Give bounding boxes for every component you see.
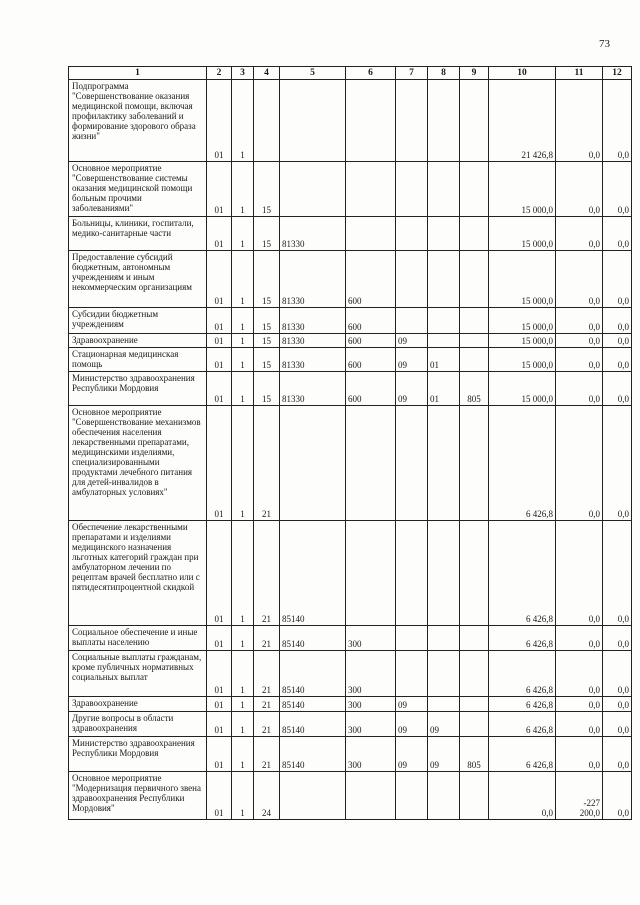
row-name: Подпрограмма "Совершенствование оказания медицинской помощи, включая профилактику заболеваний и формирование здорового образа жизни" bbox=[69, 80, 207, 162]
cell-col5: 81330 bbox=[280, 334, 346, 348]
cell-col5: 85140 bbox=[280, 521, 346, 626]
cell-col6: 600 bbox=[346, 308, 396, 334]
table-row bbox=[69, 372, 632, 406]
cell-col12: 0,0 bbox=[603, 651, 632, 697]
cell-col2: 01 bbox=[207, 626, 232, 651]
cell-col2: 01 bbox=[207, 334, 232, 348]
cell-col11: 0,0 bbox=[556, 521, 603, 626]
table-row bbox=[69, 348, 632, 372]
cell-col11: 0,0 bbox=[556, 162, 603, 217]
cell-col5: 85140 bbox=[280, 626, 346, 651]
cell-col9 bbox=[460, 626, 489, 651]
cell-col12: 0,0 bbox=[603, 308, 632, 334]
cell-col3: 1 bbox=[232, 348, 254, 372]
cell-col6: 300 bbox=[346, 737, 396, 772]
cell-col7 bbox=[396, 80, 428, 162]
cell-col7: 09 bbox=[396, 712, 428, 737]
cell-col7 bbox=[396, 217, 428, 251]
cell-col10: 6 426,8 bbox=[489, 626, 556, 651]
cell-col6: 600 bbox=[346, 334, 396, 348]
cell-col11: 0,0 bbox=[556, 334, 603, 348]
table-row bbox=[69, 308, 632, 334]
cell-col8: 01 bbox=[428, 348, 460, 372]
col-header-11: 11 bbox=[556, 67, 603, 80]
cell-col10: 6 426,8 bbox=[489, 521, 556, 626]
cell-col6: 600 bbox=[346, 372, 396, 406]
table-row bbox=[69, 737, 632, 772]
cell-col7: 09 bbox=[396, 372, 428, 406]
cell-col9 bbox=[460, 697, 489, 712]
table-row bbox=[69, 772, 632, 820]
cell-col11: 0,0 bbox=[556, 308, 603, 334]
col-header-4: 4 bbox=[254, 67, 280, 80]
cell-col3: 1 bbox=[232, 626, 254, 651]
row-name: Другие вопросы в области здравоохранения bbox=[69, 712, 207, 737]
cell-col10: 15 000,0 bbox=[489, 162, 556, 217]
cell-col3: 1 bbox=[232, 772, 254, 820]
cell-col9 bbox=[460, 521, 489, 626]
cell-col8 bbox=[428, 308, 460, 334]
cell-col5 bbox=[280, 80, 346, 162]
cell-col4: 15 bbox=[254, 372, 280, 406]
cell-col8 bbox=[428, 772, 460, 820]
cell-col10: 6 426,8 bbox=[489, 697, 556, 712]
col-header-1: 1 bbox=[69, 67, 207, 80]
cell-col5: 81330 bbox=[280, 372, 346, 406]
cell-col10: 6 426,8 bbox=[489, 712, 556, 737]
cell-col12: 0,0 bbox=[603, 737, 632, 772]
cell-col3: 1 bbox=[232, 521, 254, 626]
row-name: Субсидии бюджетным учреждениям bbox=[69, 308, 207, 334]
cell-col7 bbox=[396, 162, 428, 217]
cell-col10: 15 000,0 bbox=[489, 308, 556, 334]
cell-col9 bbox=[460, 217, 489, 251]
table-row bbox=[69, 80, 632, 162]
cell-col6: 300 bbox=[346, 651, 396, 697]
cell-col2: 01 bbox=[207, 308, 232, 334]
cell-col12: 0,0 bbox=[603, 348, 632, 372]
cell-col3: 1 bbox=[232, 372, 254, 406]
row-name: Основное мероприятие "Совершенствование системы оказания медицинской помощи больным прочими заболеваниями" bbox=[69, 162, 207, 217]
cell-col8 bbox=[428, 334, 460, 348]
cell-col7: 09 bbox=[396, 737, 428, 772]
cell-col7 bbox=[396, 651, 428, 697]
table-row bbox=[69, 712, 632, 737]
cell-col5 bbox=[280, 406, 346, 521]
cell-col12: 0,0 bbox=[603, 626, 632, 651]
table-row bbox=[69, 521, 632, 626]
cell-col5: 85140 bbox=[280, 737, 346, 772]
cell-col3: 1 bbox=[232, 712, 254, 737]
cell-col8 bbox=[428, 521, 460, 626]
table-row bbox=[69, 162, 632, 217]
cell-col7: 09 bbox=[396, 348, 428, 372]
cell-col4: 15 bbox=[254, 217, 280, 251]
cell-col4 bbox=[254, 80, 280, 162]
cell-col6: 300 bbox=[346, 626, 396, 651]
cell-col11-line2: 200,0 bbox=[579, 808, 600, 818]
cell-col5 bbox=[280, 772, 346, 820]
row-name: Министерство здравоохранения Республики Мордовия bbox=[69, 372, 207, 406]
cell-col7 bbox=[396, 626, 428, 651]
cell-col8: 01 bbox=[428, 372, 460, 406]
cell-col4: 24 bbox=[254, 772, 280, 820]
cell-col3: 1 bbox=[232, 697, 254, 712]
cell-col11: 0,0 bbox=[556, 251, 603, 308]
cell-col2: 01 bbox=[207, 251, 232, 308]
row-name: Больницы, клиники, госпитали, медико-санитарные части bbox=[69, 217, 207, 251]
cell-col8 bbox=[428, 80, 460, 162]
col-header-10: 10 bbox=[489, 67, 556, 80]
cell-col10: 6 426,8 bbox=[489, 406, 556, 521]
cell-col4: 15 bbox=[254, 308, 280, 334]
cell-col3: 1 bbox=[232, 162, 254, 217]
cell-col11-line1: -227 bbox=[583, 798, 600, 808]
cell-col9 bbox=[460, 308, 489, 334]
col-header-6: 6 bbox=[346, 67, 396, 80]
cell-col6: 300 bbox=[346, 697, 396, 712]
cell-col7 bbox=[396, 308, 428, 334]
cell-col8 bbox=[428, 217, 460, 251]
cell-col2: 01 bbox=[207, 712, 232, 737]
cell-col5: 81330 bbox=[280, 348, 346, 372]
table-row bbox=[69, 406, 632, 521]
cell-col12: 0,0 bbox=[603, 772, 632, 820]
cell-col10: 15 000,0 bbox=[489, 348, 556, 372]
cell-col4: 21 bbox=[254, 712, 280, 737]
cell-col6 bbox=[346, 162, 396, 217]
row-name: Стационарная медицинская помощь bbox=[69, 348, 207, 372]
cell-col12: 0,0 bbox=[603, 406, 632, 521]
cell-col9 bbox=[460, 348, 489, 372]
table-row bbox=[69, 334, 632, 348]
cell-col10: 15 000,0 bbox=[489, 217, 556, 251]
cell-col5: 85140 bbox=[280, 651, 346, 697]
row-name: Основное мероприятие "Модернизация первичного звена здравоохранения Республики Мордовия" bbox=[69, 772, 207, 820]
cell-col8 bbox=[428, 651, 460, 697]
cell-col5 bbox=[280, 162, 346, 217]
table-row bbox=[69, 217, 632, 251]
cell-col10: 6 426,8 bbox=[489, 737, 556, 772]
cell-col6 bbox=[346, 80, 396, 162]
cell-col5: 81330 bbox=[280, 251, 346, 308]
cell-col9 bbox=[460, 712, 489, 737]
cell-col2: 01 bbox=[207, 80, 232, 162]
cell-col12: 0,0 bbox=[603, 372, 632, 406]
cell-col5: 85140 bbox=[280, 712, 346, 737]
cell-col4: 15 bbox=[254, 348, 280, 372]
cell-col4: 21 bbox=[254, 697, 280, 712]
cell-col10: 15 000,0 bbox=[489, 372, 556, 406]
cell-col4: 15 bbox=[254, 334, 280, 348]
cell-col9: 805 bbox=[460, 737, 489, 772]
cell-col2: 01 bbox=[207, 348, 232, 372]
cell-col3: 1 bbox=[232, 308, 254, 334]
col-header-12: 12 bbox=[603, 67, 632, 80]
cell-col2: 01 bbox=[207, 737, 232, 772]
cell-col4: 15 bbox=[254, 251, 280, 308]
cell-col12: 0,0 bbox=[603, 217, 632, 251]
cell-col6 bbox=[346, 406, 396, 521]
col-header-9: 9 bbox=[460, 67, 489, 80]
cell-col11: 0,0 bbox=[556, 712, 603, 737]
cell-col3: 1 bbox=[232, 80, 254, 162]
cell-col7 bbox=[396, 406, 428, 521]
cell-col7: 09 bbox=[396, 334, 428, 348]
cell-col8: 09 bbox=[428, 737, 460, 772]
cell-col3: 1 bbox=[232, 251, 254, 308]
cell-col2: 01 bbox=[207, 772, 232, 820]
row-name: Обеспечение лекарственными препаратами и изделиями медицинского назначения льготных категорий граждан при амбулаторном лечении по рецептам врачей бесплатно или с пятидесятипроцентной скидкой bbox=[69, 521, 207, 626]
cell-col9 bbox=[460, 334, 489, 348]
cell-col4: 21 bbox=[254, 737, 280, 772]
row-name: Социальные выплаты гражданам, кроме публичных нормативных социальных выплат bbox=[69, 651, 207, 697]
cell-col8: 09 bbox=[428, 712, 460, 737]
cell-col11: 0,0 bbox=[556, 80, 603, 162]
cell-col8 bbox=[428, 626, 460, 651]
cell-col7 bbox=[396, 521, 428, 626]
cell-col11: 0,0 bbox=[556, 217, 603, 251]
cell-col12: 0,0 bbox=[603, 162, 632, 217]
row-name: Социальное обеспечение и иные выплаты населению bbox=[69, 626, 207, 651]
cell-col3: 1 bbox=[232, 737, 254, 772]
cell-col6: 600 bbox=[346, 251, 396, 308]
table-row bbox=[69, 251, 632, 308]
row-name: Основное мероприятие "Совершенствование механизмов обеспечения населения лекарственными препаратами, медицинскими изделиями, специализированными продуктами лечебного питания для детей-инвалидов в амбулаторных условиях" bbox=[69, 406, 207, 521]
cell-col12: 0,0 bbox=[603, 697, 632, 712]
cell-col12: 0,0 bbox=[603, 80, 632, 162]
cell-col11-stack bbox=[558, 798, 600, 818]
row-name: Здравоохранение bbox=[69, 697, 207, 712]
cell-col4: 21 bbox=[254, 651, 280, 697]
cell-col11 bbox=[556, 772, 603, 820]
cell-col9 bbox=[460, 772, 489, 820]
cell-col8 bbox=[428, 251, 460, 308]
budget-table bbox=[68, 66, 632, 820]
cell-col9 bbox=[460, 406, 489, 521]
cell-col12: 0,0 bbox=[603, 334, 632, 348]
col-header-2: 2 bbox=[207, 67, 232, 80]
cell-col7 bbox=[396, 251, 428, 308]
cell-col9: 805 bbox=[460, 372, 489, 406]
cell-col10: 0,0 bbox=[489, 772, 556, 820]
cell-col2: 01 bbox=[207, 697, 232, 712]
cell-col2: 01 bbox=[207, 372, 232, 406]
cell-col6 bbox=[346, 217, 396, 251]
page-number: 73 bbox=[599, 38, 610, 50]
col-header-8: 8 bbox=[428, 67, 460, 80]
row-name: Предоставление субсидий бюджетным, автономным учреждениям и иным некоммерческим организациям bbox=[69, 251, 207, 308]
cell-col4: 21 bbox=[254, 406, 280, 521]
table-row bbox=[69, 626, 632, 651]
cell-col9 bbox=[460, 651, 489, 697]
cell-col3: 1 bbox=[232, 406, 254, 521]
cell-col4: 21 bbox=[254, 521, 280, 626]
cell-col11: 0,0 bbox=[556, 737, 603, 772]
budget-table-container bbox=[68, 66, 632, 820]
cell-col5: 85140 bbox=[280, 697, 346, 712]
cell-col6: 300 bbox=[346, 712, 396, 737]
header-row bbox=[69, 67, 632, 80]
cell-col11: 0,0 bbox=[556, 626, 603, 651]
cell-col3: 1 bbox=[232, 334, 254, 348]
cell-col11: 0,0 bbox=[556, 697, 603, 712]
cell-col12: 0,0 bbox=[603, 521, 632, 626]
table-row bbox=[69, 651, 632, 697]
cell-col12: 0,0 bbox=[603, 712, 632, 737]
cell-col11: 0,0 bbox=[556, 406, 603, 521]
col-header-3: 3 bbox=[232, 67, 254, 80]
col-header-7: 7 bbox=[396, 67, 428, 80]
row-name: Здравоохранение bbox=[69, 334, 207, 348]
cell-col5: 81330 bbox=[280, 308, 346, 334]
cell-col6 bbox=[346, 772, 396, 820]
cell-col3: 1 bbox=[232, 217, 254, 251]
cell-col5: 81330 bbox=[280, 217, 346, 251]
cell-col9 bbox=[460, 251, 489, 308]
cell-col10: 6 426,8 bbox=[489, 651, 556, 697]
cell-col11: 0,0 bbox=[556, 372, 603, 406]
cell-col4: 21 bbox=[254, 626, 280, 651]
cell-col3: 1 bbox=[232, 651, 254, 697]
cell-col12: 0,0 bbox=[603, 251, 632, 308]
col-header-5: 5 bbox=[280, 67, 346, 80]
cell-col8 bbox=[428, 162, 460, 217]
cell-col4: 15 bbox=[254, 162, 280, 217]
cell-col8 bbox=[428, 697, 460, 712]
cell-col2: 01 bbox=[207, 406, 232, 521]
row-name: Министерство здравоохранения Республики Мордовия bbox=[69, 737, 207, 772]
cell-col11: 0,0 bbox=[556, 651, 603, 697]
cell-col10: 15 000,0 bbox=[489, 251, 556, 308]
cell-col6: 600 bbox=[346, 348, 396, 372]
cell-col2: 01 bbox=[207, 162, 232, 217]
cell-col10: 21 426,8 bbox=[489, 80, 556, 162]
cell-col2: 01 bbox=[207, 217, 232, 251]
cell-col10: 15 000,0 bbox=[489, 334, 556, 348]
cell-col2: 01 bbox=[207, 521, 232, 626]
cell-col11: 0,0 bbox=[556, 348, 603, 372]
cell-col7: 09 bbox=[396, 697, 428, 712]
cell-col9 bbox=[460, 162, 489, 217]
cell-col7 bbox=[396, 772, 428, 820]
cell-col9 bbox=[460, 80, 489, 162]
table-row bbox=[69, 697, 632, 712]
cell-col8 bbox=[428, 406, 460, 521]
cell-col6 bbox=[346, 521, 396, 626]
cell-col2: 01 bbox=[207, 651, 232, 697]
